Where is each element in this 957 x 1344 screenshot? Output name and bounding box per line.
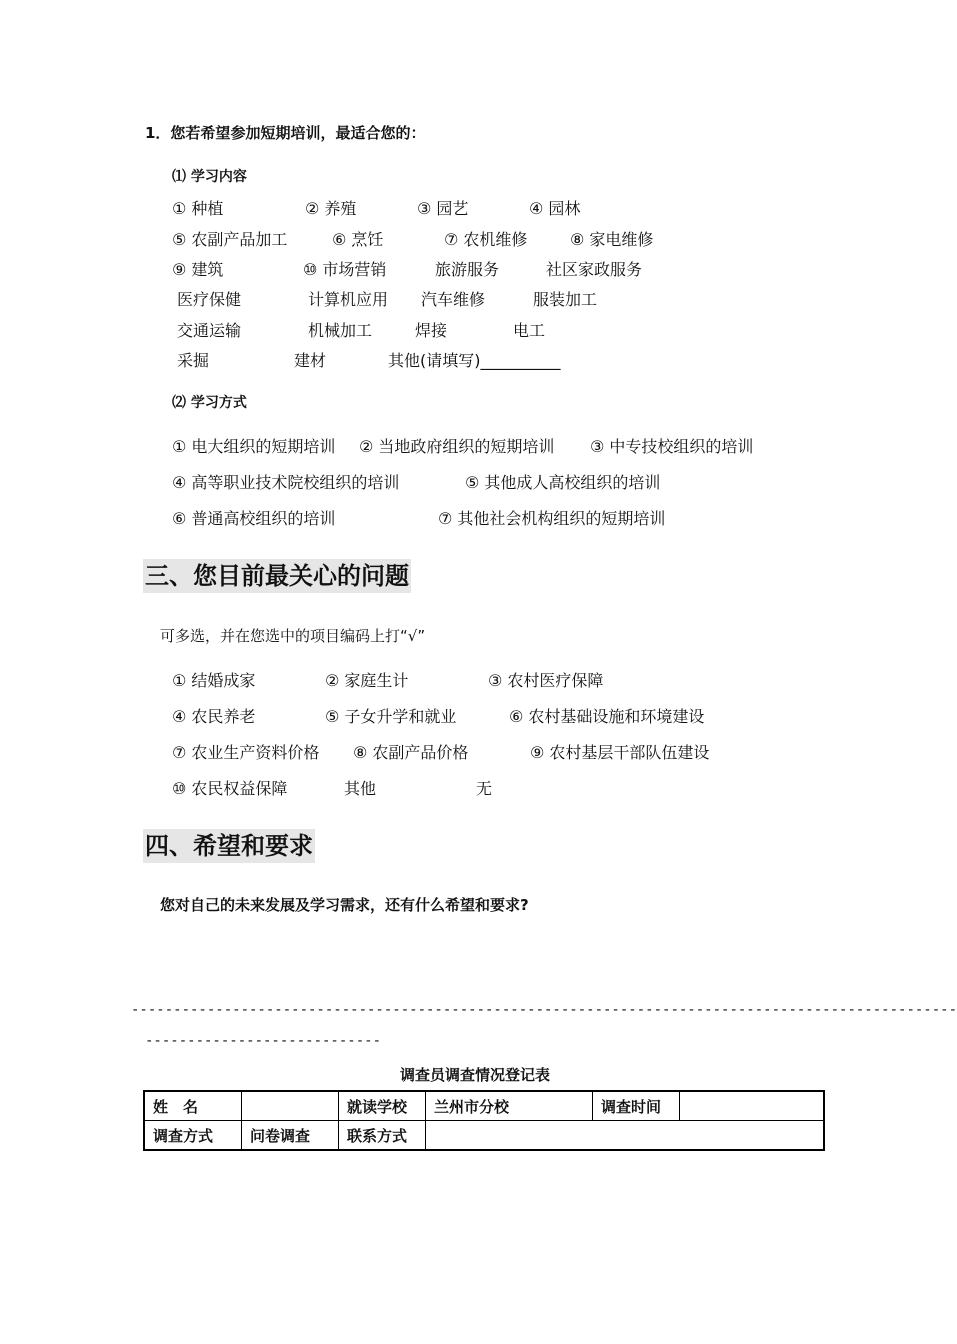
option-construction[interactable]: ⑨ 建筑 (172, 260, 224, 279)
option-building-materials[interactable]: 建材 (294, 351, 327, 370)
multi-select-note: 可多选，并在您选中的项目编码上打“√” (160, 627, 426, 645)
option-welding[interactable]: 焊接 (415, 321, 448, 340)
option-healthcare[interactable]: 医疗保健 (177, 290, 242, 309)
method-adult-college-training[interactable]: ⑤ 其他成人高校组织的培训 (465, 473, 661, 492)
section-3-title: 三、您目前最关心的问题 (143, 559, 411, 593)
concern-marriage[interactable]: ① 结婚成家 (172, 671, 256, 690)
option-computer[interactable]: 计算机应用 (308, 290, 389, 309)
option-landscape[interactable]: ④ 园林 (529, 199, 581, 218)
question-1-title: 1．您若希望参加短期培训，最适合您的： (145, 124, 426, 142)
concern-farmer-rights[interactable]: ⑩ 农民权益保障 (172, 779, 288, 798)
method-university-training[interactable]: ⑥ 普通高校组织的培训 (172, 509, 336, 528)
concern-children-education[interactable]: ⑤ 子女升学和就业 (325, 707, 457, 726)
method-local-gov-training[interactable]: ② 当地政府组织的短期培训 (359, 437, 555, 456)
option-horticulture[interactable]: ③ 园艺 (417, 199, 469, 218)
register-table (143, 1090, 825, 1151)
concern-infrastructure[interactable]: ⑥ 农村基础设施和环境建设 (509, 707, 705, 726)
option-breeding[interactable]: ② 养殖 (305, 199, 357, 218)
concern-none[interactable]: 无 (476, 779, 493, 798)
contact-field[interactable] (426, 1121, 825, 1151)
method-higher-vocational-training[interactable]: ④ 高等职业技术院校组织的培训 (172, 473, 400, 492)
concern-agri-product-prices[interactable]: ⑧ 农副产品价格 (353, 743, 469, 762)
name-label: 姓 名 (144, 1091, 242, 1121)
contact-label: 联系方式 (339, 1121, 426, 1151)
option-housekeeping[interactable]: 社区家政服务 (546, 260, 643, 279)
concern-agri-input-prices[interactable]: ⑦ 农业生产资料价格 (172, 743, 320, 762)
learning-method-heading: ⑵ 学习方式 (172, 395, 247, 411)
survey-method-label: 调查方式 (144, 1121, 242, 1151)
table-row (144, 1091, 824, 1121)
section-4-title: 四、希望和要求 (143, 829, 315, 863)
method-social-institution-training[interactable]: ⑦ 其他社会机构组织的短期培训 (438, 509, 666, 528)
survey-time-label: 调查时间 (593, 1091, 680, 1121)
option-other-fill-in[interactable]: 其他(请填写)__________ (388, 351, 561, 370)
cut-line-2: ---------------------------- (145, 1033, 382, 1049)
table-row (144, 1121, 824, 1151)
survey-method-field[interactable]: 问卷调查 (242, 1121, 339, 1151)
option-agri-processing[interactable]: ⑤ 农副产品加工 (172, 230, 288, 249)
option-transport[interactable]: 交通运输 (177, 321, 242, 340)
concern-rural-medical[interactable]: ③ 农村医疗保障 (488, 671, 604, 690)
concern-cadre-building[interactable]: ⑨ 农村基层干部队伍建设 (530, 743, 710, 762)
concern-pension[interactable]: ④ 农民养老 (172, 707, 256, 726)
register-table-title: 调查员调查情况登记表 (400, 1066, 551, 1084)
name-field[interactable] (242, 1091, 339, 1121)
option-mining[interactable]: 采掘 (177, 351, 210, 370)
option-machining[interactable]: 机械加工 (308, 321, 373, 340)
option-appliance-repair[interactable]: ⑧ 家电维修 (570, 230, 654, 249)
method-tvu-training[interactable]: ① 电大组织的短期培训 (172, 437, 336, 456)
option-auto-repair[interactable]: 汽车维修 (421, 290, 486, 309)
school-label: 就读学校 (339, 1091, 426, 1121)
hopes-question: 您对自己的未来发展及学习需求，还有什么希望和要求? (160, 896, 529, 914)
option-marketing[interactable]: ⑩ 市场营销 (303, 260, 387, 279)
learning-content-heading: ⑴ 学习内容 (172, 169, 247, 185)
method-vocational-school-training[interactable]: ③ 中专技校组织的培训 (590, 437, 754, 456)
option-tourism[interactable]: 旅游服务 (435, 260, 500, 279)
option-electrician[interactable]: 电工 (513, 321, 546, 340)
option-garment[interactable]: 服装加工 (533, 290, 598, 309)
cut-line-1: -------------------------------------------------------------------------------------------------- (131, 1002, 957, 1018)
school-field[interactable]: 兰州市分校 (426, 1091, 593, 1121)
survey-time-field[interactable] (680, 1091, 825, 1121)
option-cooking[interactable]: ⑥ 烹饪 (332, 230, 384, 249)
concern-livelihood[interactable]: ② 家庭生计 (325, 671, 409, 690)
option-farm-machinery-repair[interactable]: ⑦ 农机维修 (444, 230, 528, 249)
option-planting[interactable]: ① 种植 (172, 199, 224, 218)
concern-other[interactable]: 其他 (344, 779, 377, 798)
